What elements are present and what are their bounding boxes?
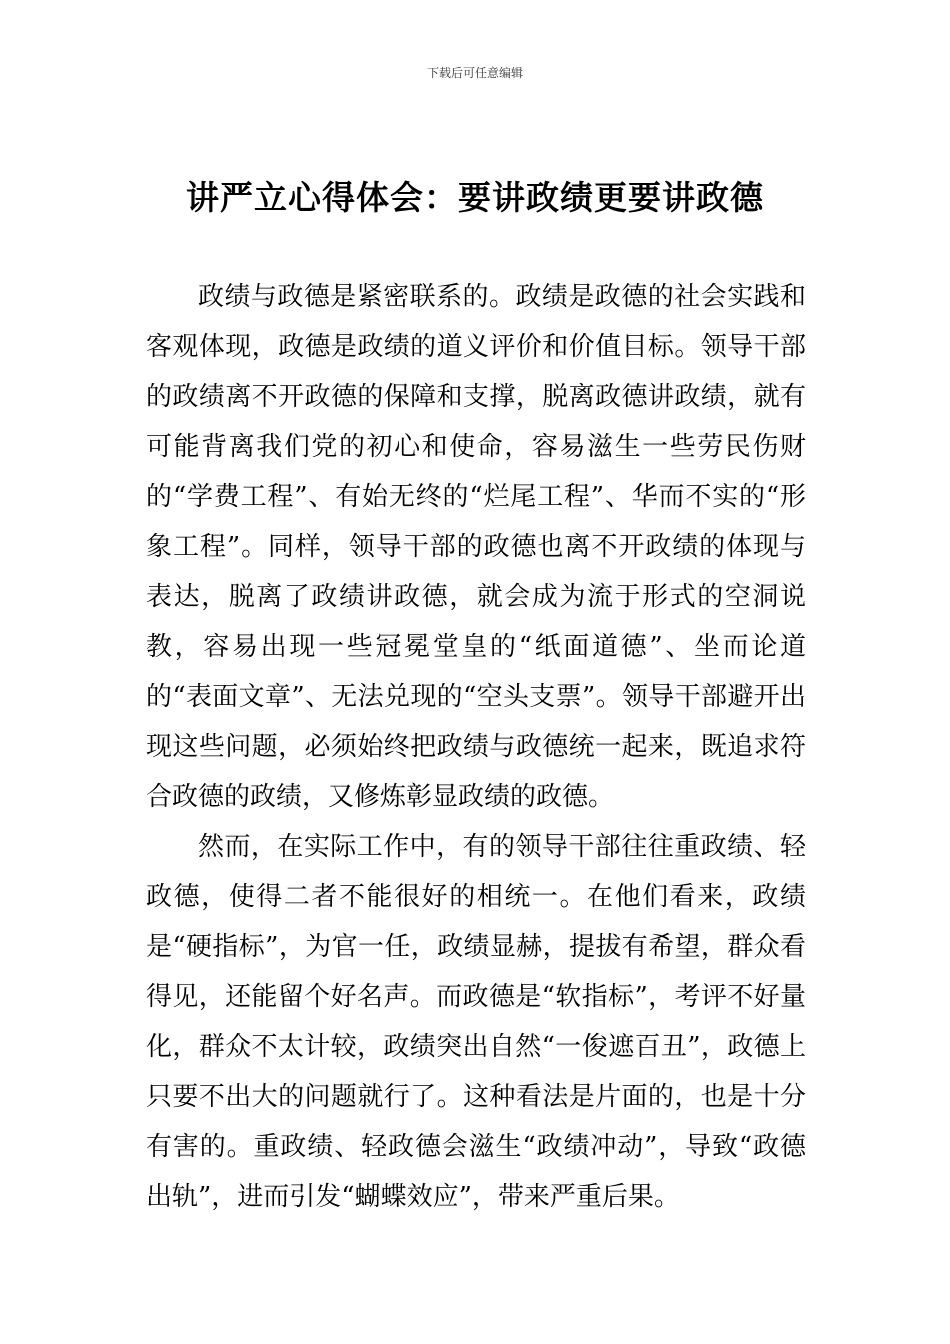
document-body xyxy=(146,272,806,1222)
paragraph: 然而，在实际工作中，有的领导干部往往重政绩、轻政德，使得二者不能很好的相统一。在他们看来，政绩是“硬指标”，为官一任，政绩显赫，提拔有希望，群众看得见，还能留个好名声。而政德是“软指标”，考评不好量化，群众不太计较，政绩突出自然“一俊遮百丑”，政德上只要不出大的问题就行了。这种看法是片面的，也是十分有害的。重政绩、轻政德会滋生“政绩冲动”，导致“政德出轨”，进而引发“蝴蝶效应”，带来严重后果。 xyxy=(146,832,806,1212)
document-title: 讲严立心得体会：要讲政绩更要讲政德 xyxy=(186,178,764,217)
header-note: 下载后可任意编辑 xyxy=(426,66,523,80)
paragraph: 政绩与政德是紧密联系的。政绩是政德的社会实践和客观体现，政德是政绩的道义评价和价值目标。领导干部的政绩离不开政德的保障和支撑，脱离政德讲政绩，就有可能背离我们党的初心和使命，容易滋生一些劳民伤财的“学费工程”、有始无终的“烂尾工程”、华而不实的“形象工程”。同样，领导干部的政德也离不开政绩的体现与表达，脱离了政绩讲政德，就会成为流于形式的空洞说教，容易出现一些冠冕堂皇的“纸面道德”、坐而论道的“表面文章”、无法兑现的“空头支票”。领导干部避开出现这些问题，必须始终把政绩与政德统一起来，既追求符合政德的政绩，又修炼彰显政绩的政德。 xyxy=(146,282,806,812)
